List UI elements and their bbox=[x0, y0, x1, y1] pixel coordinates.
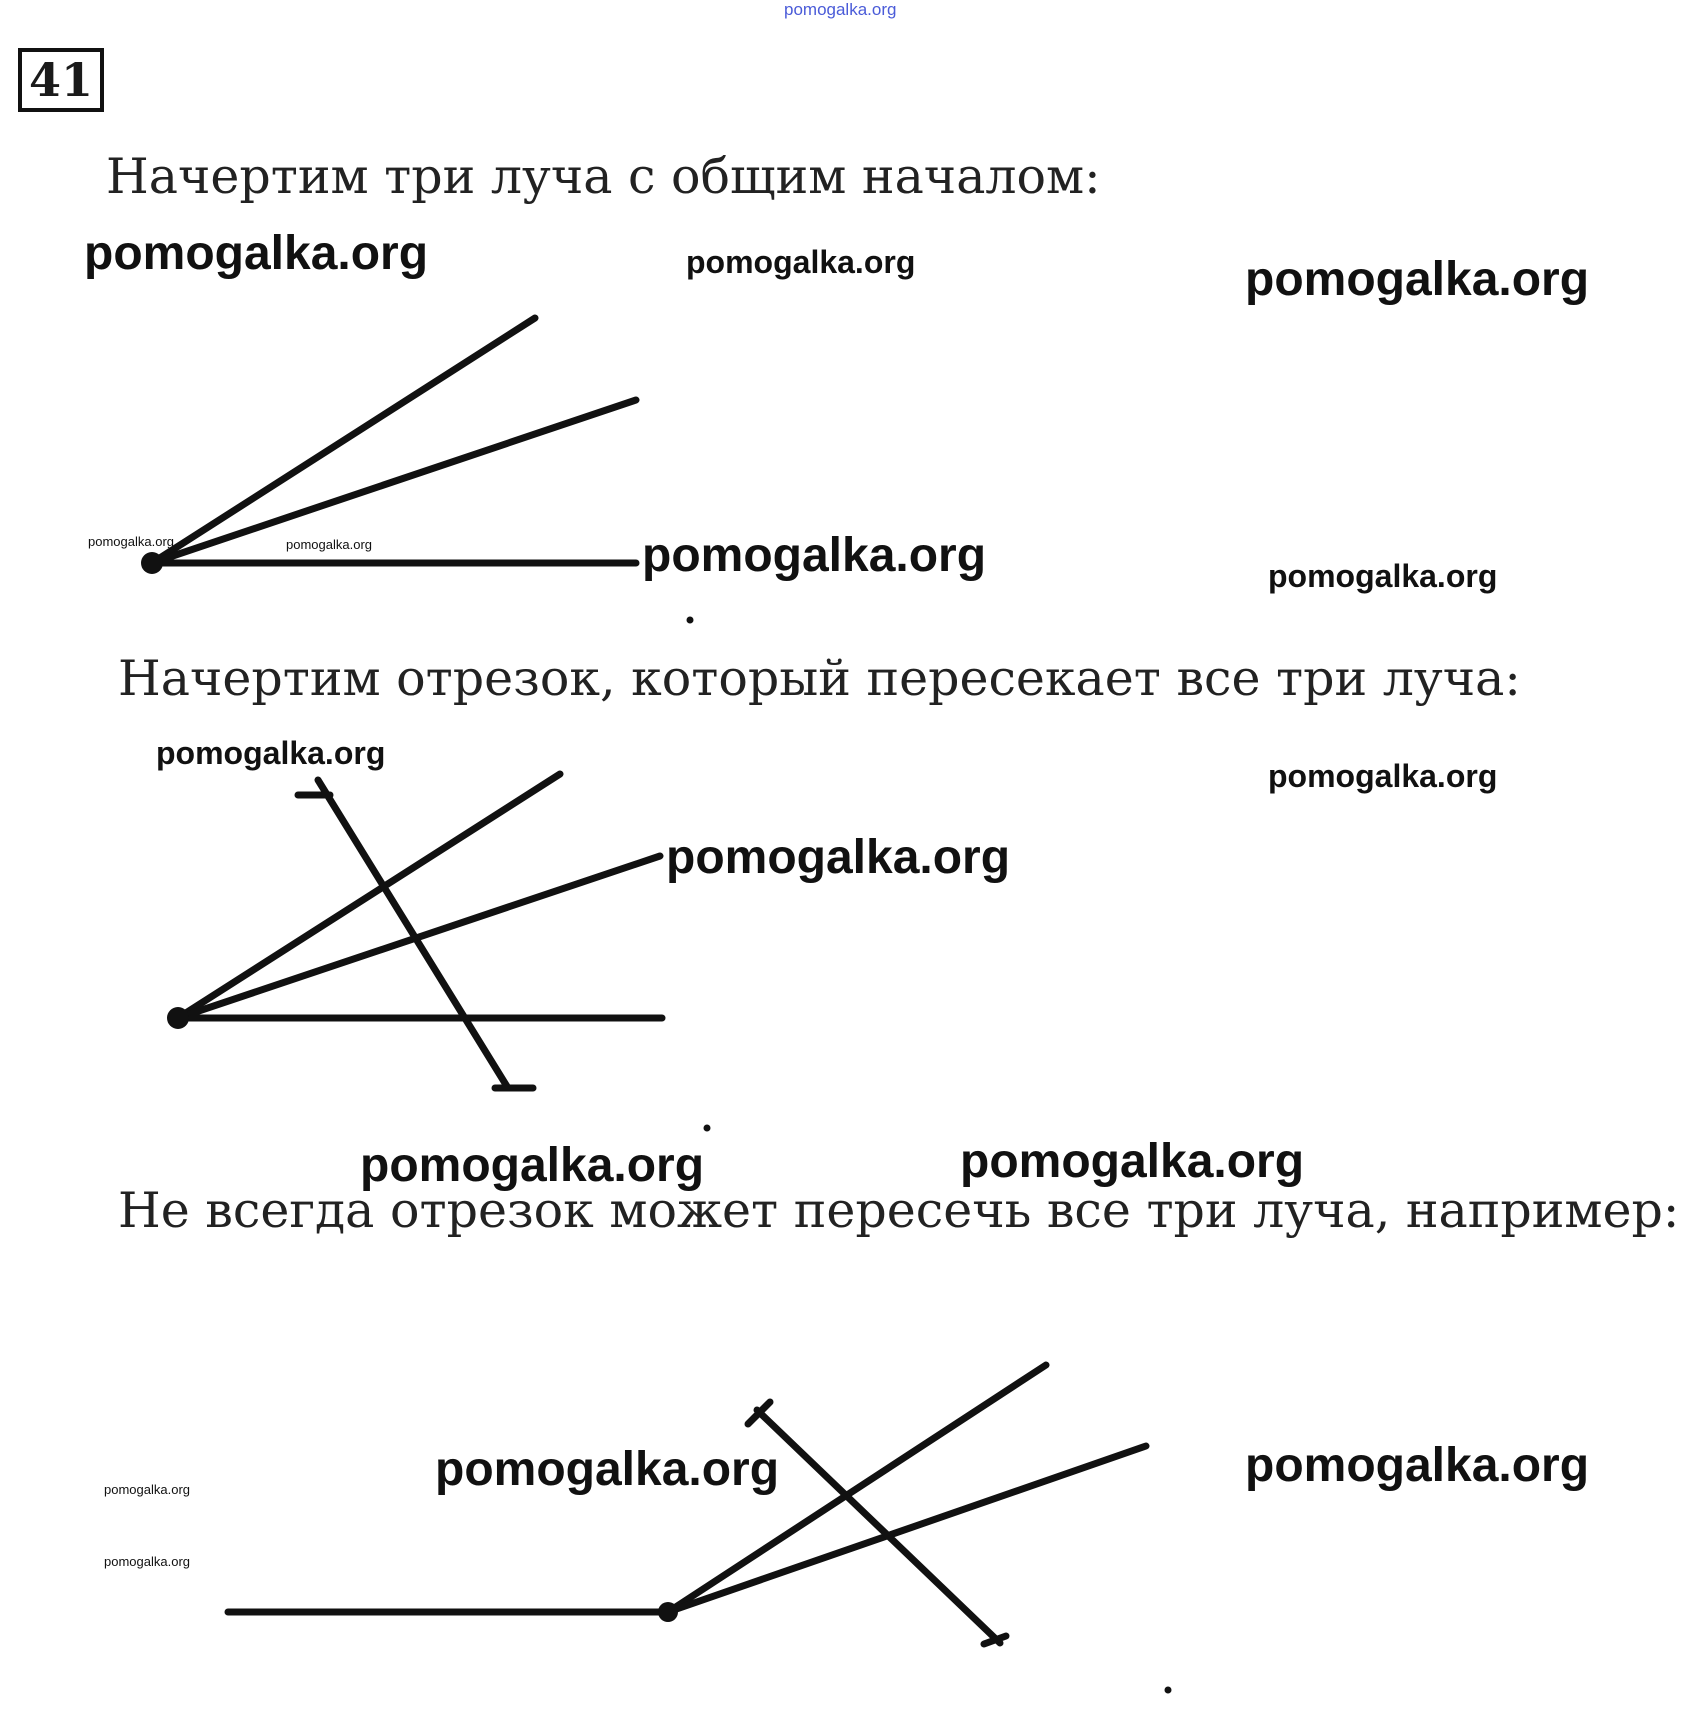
top-watermark: pomogalka.org bbox=[784, 0, 897, 19]
figure-three-rays bbox=[141, 318, 694, 624]
watermark-text: pomogalka.org bbox=[666, 831, 1011, 884]
watermark-text: pomogalka.org bbox=[1245, 253, 1590, 306]
watermark-text: pomogalka.org bbox=[104, 1482, 190, 1497]
watermark-text: pomogalka.org bbox=[104, 1554, 190, 1569]
ray-upper bbox=[152, 318, 535, 563]
ray-middle bbox=[152, 400, 636, 563]
ray-origin-point bbox=[167, 1007, 189, 1029]
ray-upper bbox=[178, 774, 560, 1018]
ray-origin-point bbox=[658, 1602, 678, 1622]
watermark-text: pomogalka.org bbox=[1268, 758, 1498, 794]
problem-number: 41 bbox=[18, 48, 104, 112]
figure-segment-crosses-all bbox=[167, 774, 711, 1132]
figure-segment-misses-ray bbox=[228, 1365, 1172, 1694]
stray-dot bbox=[704, 1125, 711, 1132]
watermark-text: pomogalka.org bbox=[360, 1139, 705, 1192]
watermark-text: pomogalka.org bbox=[1245, 1439, 1590, 1492]
watermark-text: pomogalka.org bbox=[960, 1135, 1305, 1188]
ray-origin-point bbox=[141, 552, 163, 574]
stray-dot bbox=[1165, 1687, 1172, 1694]
watermark-text: pomogalka.org bbox=[286, 537, 372, 552]
watermark-text: pomogalka.org bbox=[1268, 558, 1498, 594]
heading-segment-crosses-rays: Начертим отрезок, который пересекает все три луча: bbox=[118, 650, 1521, 707]
stray-dot bbox=[687, 617, 694, 624]
heading-three-rays: Начертим три луча с общим началом: bbox=[106, 148, 1101, 205]
watermark-text: pomogalka.org bbox=[88, 534, 174, 549]
watermark-text: pomogalka.org bbox=[435, 1443, 780, 1496]
watermark-text: pomogalka.org bbox=[84, 227, 429, 280]
watermark-text: pomogalka.org bbox=[156, 735, 386, 771]
ray-middle bbox=[178, 856, 660, 1018]
watermark-text: pomogalka.org bbox=[642, 529, 987, 582]
watermark-text: pomogalka.org bbox=[686, 244, 916, 280]
heading-not-always-crosses: Не всегда отрезок может пересечь все три луча, например: bbox=[118, 1182, 1680, 1239]
